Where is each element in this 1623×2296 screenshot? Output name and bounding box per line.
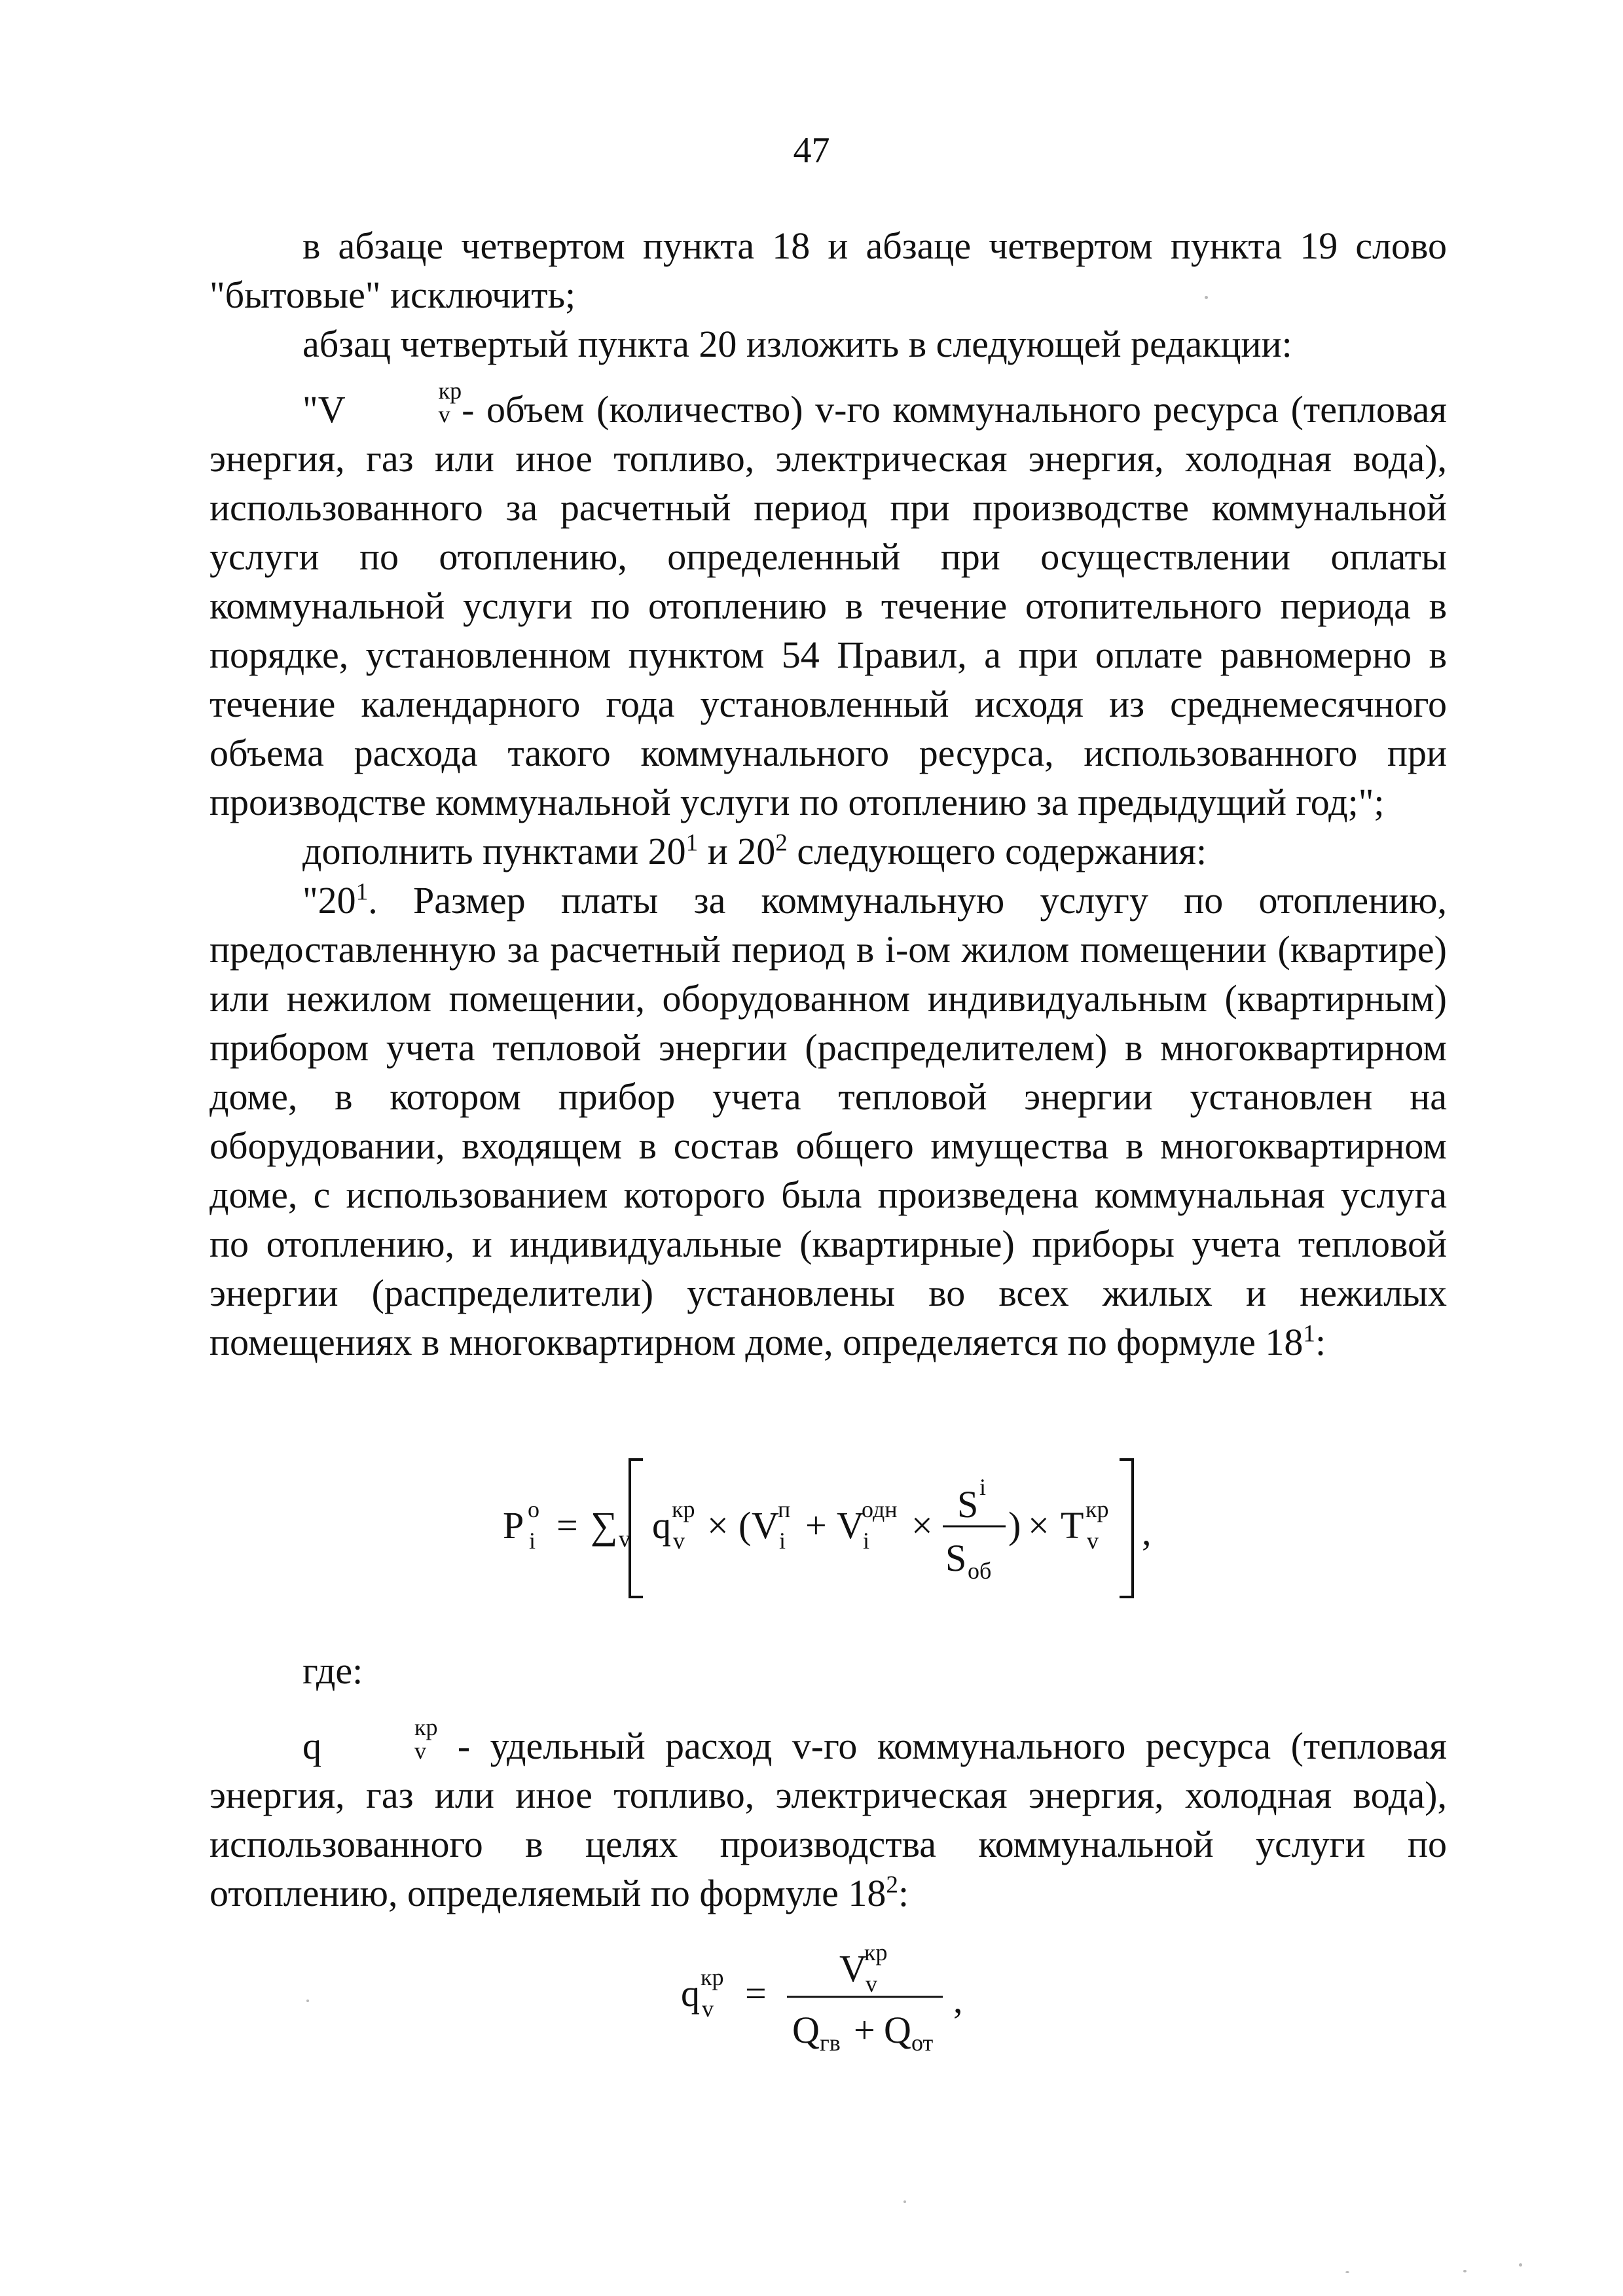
scan-speck <box>1519 2263 1522 2267</box>
f1-lpar: ( <box>739 1504 752 1547</box>
scan-speck <box>903 2200 906 2203</box>
paragraph-1: в абзаце четвертом пункта 18 и абзаце четвертом пункта 19 слово "бытовые" исключить; <box>210 224 1447 316</box>
f1-comma: , <box>1142 1511 1152 1553</box>
def-q-sup: кр <box>414 1714 438 1740</box>
symbol-v-sup: кр <box>438 378 462 404</box>
quote-mark: " <box>302 388 318 431</box>
paragraph-2: абзац четвертый пункта 20 изложить в следующей редакции: <box>302 323 1292 365</box>
f1-S-den: S <box>945 1537 967 1579</box>
symbol-v-sub: v <box>438 401 450 427</box>
f2-eq: = <box>745 1972 767 2015</box>
paragraph-4-c: следующего содержания: <box>787 830 1207 872</box>
scan-speck <box>306 2000 309 2002</box>
f1-sigma-sub: v <box>619 1526 630 1552</box>
body-text <box>210 221 1447 1367</box>
symbol-v: V <box>318 388 346 431</box>
f1-P-sub: i <box>529 1528 536 1554</box>
formula-18-2-svg <box>668 1921 1034 2072</box>
f1-q: q <box>652 1504 671 1547</box>
f1-T-sup: кр <box>1085 1496 1109 1522</box>
paragraph-4-sup2: 2 <box>775 829 788 857</box>
f1-left-bracket <box>630 1460 643 1597</box>
f2-q: q <box>681 1972 700 2015</box>
f1-T-sub: v <box>1087 1528 1099 1554</box>
def-q-indices <box>321 1714 438 1764</box>
paragraph-5 <box>210 876 1447 1367</box>
f2-num: V <box>839 1947 867 1990</box>
f1-times-1: × <box>707 1504 729 1547</box>
f1-P: P <box>503 1504 524 1547</box>
f2-num-sup: кр <box>864 1939 888 1965</box>
f1-rpar: ) <box>1008 1504 1021 1547</box>
f2-den2-sub: от <box>911 2030 934 2056</box>
f1-times-2: × <box>911 1504 933 1547</box>
paragraph-5-a: "20 <box>302 879 356 922</box>
f2-num-sub: v <box>866 1971 877 1997</box>
def-q-symbol: q <box>302 1725 321 1767</box>
def-q-sub: v <box>414 1738 426 1764</box>
def-q-text: - удельный расход v-го коммунального ресурса (тепловая энергия, газ или иное топливо, электрическая энергия, холодная вода), использованного в целях производства коммунальной услуги по отоплению, определяемый по формуле 18 <box>210 1725 1447 1914</box>
f1-times-3: × <box>1028 1504 1049 1547</box>
formula-18-1-svg <box>419 1440 1205 1617</box>
definition-q <box>210 1714 1447 1918</box>
paragraph-3-text: - объем (количество) v-го коммунального ресурса (тепловая энергия, газ или иное топливо, электрическая энергия, холодная вода), использованного за расчетный период при производстве коммунальной услуги по отоплению, определенный при осуществлении оплаты коммунальной услуги по отоплению в течение отопительного периода в порядке, установленном пунктом 54 Правил, а при оплате равномерно в течение календарного года установленный исходя из среднемесячного объема расхода такого коммунального ресурса, использованного при производстве коммунальной услуги по отоплению за предыдущий год;"; <box>210 388 1447 823</box>
f1-S-num: S <box>957 1483 979 1526</box>
paragraph-3 <box>210 378 1447 827</box>
scan-speck <box>1345 2271 1349 2273</box>
paragraph-5-sup: 1 <box>356 878 369 906</box>
f1-q-sup: кр <box>672 1496 695 1522</box>
paragraph-4-a: дополнить пунктами 20 <box>302 830 686 872</box>
f1-sigma: ∑ <box>591 1504 618 1547</box>
def-q-formula-sup: 2 <box>886 1871 898 1899</box>
f1-V2: V <box>837 1504 864 1547</box>
f1-P-sup: о <box>528 1496 539 1522</box>
symbol-v-indices <box>346 378 462 427</box>
f1-V2-sub: i <box>863 1528 870 1554</box>
f1-V1-sub: i <box>779 1528 786 1554</box>
f2-comma: , <box>953 1979 963 2021</box>
paragraph-5-c: : <box>1315 1321 1326 1363</box>
f1-q-sub: v <box>673 1528 685 1554</box>
definitions <box>210 1646 1447 1918</box>
f2-den1-sub: гв <box>820 2030 841 2056</box>
f1-S-num-sup: i <box>979 1474 987 1500</box>
f1-V2-sup: одн <box>862 1496 898 1522</box>
scan-speck <box>1463 2270 1467 2272</box>
formula-18-2 <box>668 1921 1034 2072</box>
paragraph-4-sup1: 1 <box>685 829 699 857</box>
f1-S-den-sub: об <box>968 1558 992 1584</box>
f2-q-sup: кр <box>701 1964 724 1990</box>
paragraph-4-b: и 20 <box>698 830 776 872</box>
f1-V1: V <box>752 1504 779 1547</box>
where-label: где: <box>302 1649 363 1692</box>
f2-plus: + <box>854 2009 875 2051</box>
formula-18-1 <box>419 1440 1205 1617</box>
f1-plus: + <box>805 1504 827 1547</box>
f1-right-bracket <box>1120 1460 1133 1597</box>
f2-den1: Q <box>792 2009 820 2051</box>
f2-q-sub: v <box>702 1996 714 2022</box>
f1-eq: = <box>556 1504 578 1547</box>
f2-den2: Q <box>884 2009 911 2051</box>
paragraph-5-b: . Размер платы за коммунальную услугу по отоплению, предоставленную за расчетный период в i-ом жилом помещении (квартире) или нежилом помещении, оборудованном индивидуальным (квартирным) прибором учета тепловой энергии (распределителем) в многоквартирном доме, в котором прибор учета тепловой энергии установлен на оборудовании, входящем в состав общего имущества в многоквартирном доме, с использованием которого была произведена коммунальная услуга по отоплению, и индивидуальные (квартирные) приборы учета тепловой энергии (распределители) установлены во всех жилых и нежилых помещениях в многоквартирном доме, определяется по формуле 18 <box>210 879 1447 1363</box>
page-number: 47 <box>793 130 830 171</box>
paragraph-4 <box>210 827 1447 876</box>
paragraph-5-sup2: 1 <box>1303 1320 1315 1348</box>
def-q-end: : <box>898 1872 909 1914</box>
scan-speck <box>1205 296 1208 299</box>
f1-T: T <box>1061 1504 1084 1547</box>
f1-V1-sup: п <box>778 1496 791 1522</box>
